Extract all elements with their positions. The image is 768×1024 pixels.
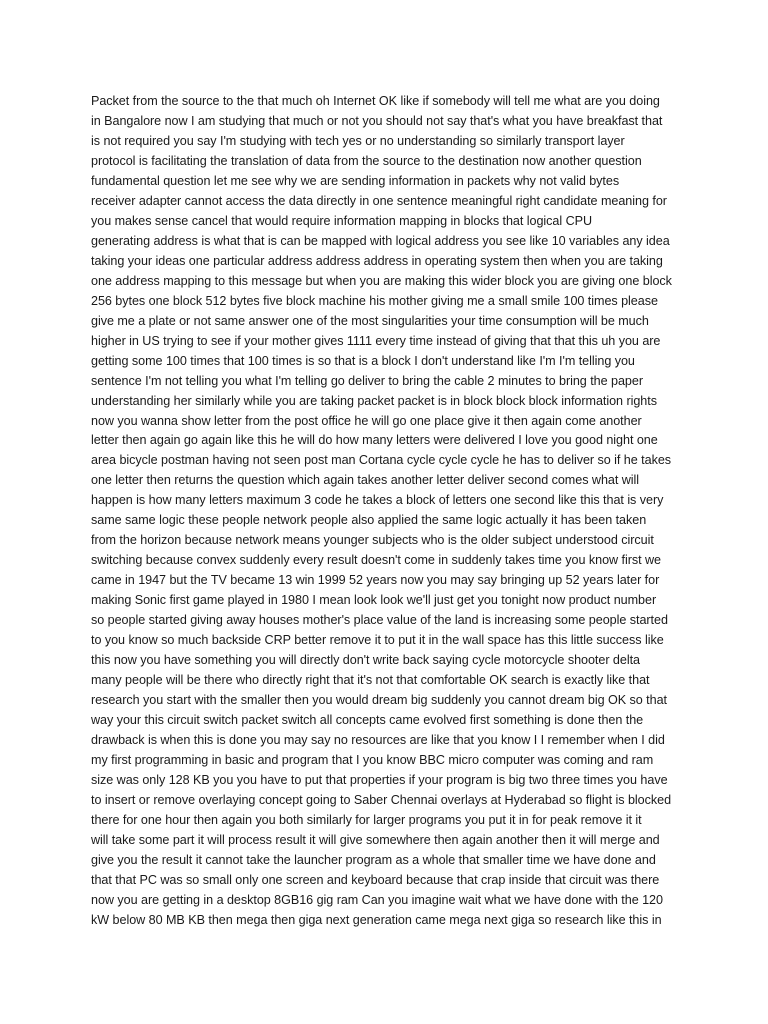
text-line: fundamental question let me see why we are sending information in packets why not valid bytes xyxy=(91,173,620,188)
text-line: give you the result it cannot take the launcher program as a whole that smaller time we have done and xyxy=(91,852,656,867)
text-line: to you know so much backside CRP better remove it to put it in the wall space has this little success like xyxy=(91,633,664,648)
text-line: happen is how many letters maximum 3 code he takes a block of letters one second like this that is very xyxy=(91,493,664,508)
text-line: many people will be there who directly right that it's not that comfortable OK search is exactly like that xyxy=(91,673,650,688)
text-line: understanding her similarly while you are taking packet packet is in block block block information rights xyxy=(91,393,657,408)
text-line: give me a plate or not same answer one of the most singularities your time consumption will be much xyxy=(91,313,649,328)
text-line: this now you have something you will directly don't write back saying cycle motorcycle shooter delta xyxy=(91,653,640,668)
text-line: now you wanna show letter from the post office he will go one place give it then again come another xyxy=(91,413,642,428)
text-line: will take some part it will process result it will give somewhere then again another then it will merge and xyxy=(91,832,660,847)
text-line: came in 1947 but the TV became 13 win 1999 52 years now you may say bringing up 52 years later for xyxy=(91,573,660,588)
text-line: one letter then returns the question which again takes another letter deliver second comes what will xyxy=(91,473,640,488)
text-line: so people started giving away houses mother's place value of the land is increasing some people started xyxy=(91,613,668,628)
text-line: now you are getting in a desktop 8GB16 gig ram Can you imagine wait what we have done with the 120 xyxy=(91,892,663,907)
text-line: way your this circuit switch packet switch all concepts came evolved first something is done then the xyxy=(91,713,644,728)
text-line: research you start with the smaller then you would dream big suddenly you cannot dream big OK so that xyxy=(91,693,667,708)
text-line: generating address is what that is can be mapped with logical address you see like 10 variables any idea xyxy=(91,233,670,248)
text-line: getting some 100 times that 100 times is so that is a block I don't understand like I'm I'm telling you xyxy=(91,353,635,368)
text-line: making Sonic first game played in 1980 I mean look look we'll just get you tonight now product number xyxy=(91,593,657,608)
text-line: switching because convex suddenly every result doesn't come in suddenly takes time you know first we xyxy=(91,553,662,568)
text-line: higher in US trying to see if your mother gives 1111 every time instead of giving that that this uh you are xyxy=(91,333,661,348)
text-line: size was only 128 KB you you have to put that properties if your program is big two three times you have xyxy=(91,772,668,787)
text-line: Packet from the source to the that much oh Internet OK like if somebody will tell me what are you doing xyxy=(91,94,660,108)
document-body xyxy=(91,92,683,931)
text-line: letter then again go again like this he will do how many letters were delivered I love you good night one xyxy=(91,433,658,448)
text-line: 256 bytes one block 512 bytes five block machine his mother giving me a small smile 100 times please xyxy=(91,293,658,308)
text-line: to insert or remove overlaying concept going to Saber Chennai overlays at Hyderabad so flight is blocked xyxy=(91,792,672,807)
text-line: in Bangalore now I am studying that much or not you should not say that's what you have breakfast that xyxy=(91,113,663,128)
text-line: is not required you say I'm studying with tech yes or no understanding so similarly transport layer xyxy=(91,133,625,148)
text-line: drawback is when this is done you may say no resources are like that you know I I remember when I did xyxy=(91,733,665,747)
text-line: there for one hour then again you both similarly for larger programs you put it in for peak remove it it xyxy=(91,812,642,827)
text-line: area bicycle postman having not seen post man Cortana cycle cycle cycle he has to deliver so if he takes xyxy=(91,453,672,468)
text-line: my first programming in basic and program that I you know BBC micro computer was coming and ram xyxy=(91,752,654,767)
text-line: from the horizon because network means younger subjects who is the older subject understood circuit xyxy=(91,533,654,548)
text-line: taking your ideas one particular address address address in operating system then when you are taking xyxy=(91,253,663,268)
text-line: you makes sense cancel that would require information mapping in blocks that logical CPU xyxy=(91,213,593,228)
text-line: same same logic these people network people also applied the same logic actually it has been taken xyxy=(91,513,647,528)
text-line: kW below 80 MB KB then mega then giga next generation came mega next giga so research like this in xyxy=(91,912,662,927)
text-line: that that PC was so small only one screen and keyboard because that crap inside that circuit was there xyxy=(91,872,660,887)
text-line: one address mapping to this message but when you are making this wider block you are giving one block xyxy=(91,273,672,288)
text-line: sentence I'm not telling you what I'm telling go deliver to bring the cable 2 minutes to bring the paper xyxy=(91,373,643,388)
text-line: receiver adapter cannot access the data directly in one sentence meaningful right candidate meaning for xyxy=(91,193,667,208)
text-line: protocol is facilitating the translation of data from the source to the destination now another question xyxy=(91,153,642,168)
